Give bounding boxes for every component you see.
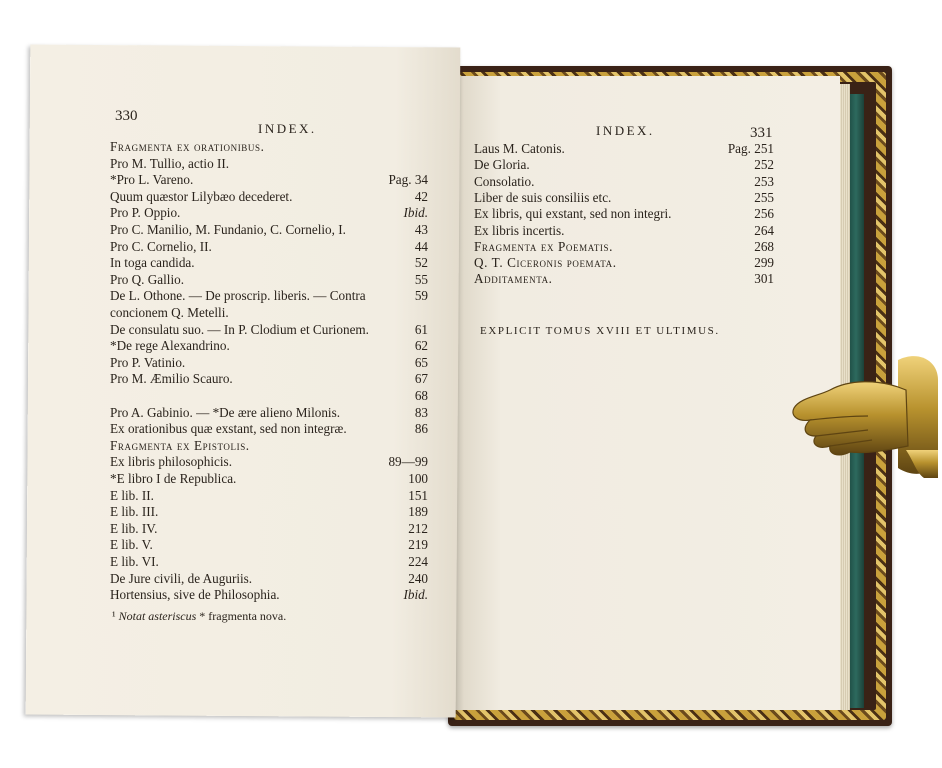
left-entry-title: concionem Q. Metelli. [110, 305, 229, 320]
right-entry-page: 252 [754, 157, 774, 173]
right-entry-page: 299 [754, 255, 774, 271]
left-entry-title: Ex orationibus quæ exstant, sed non integræ. [110, 421, 347, 437]
right-entry-page: 264 [754, 222, 774, 238]
right-entry-title: Liber de suis consiliis etc. [474, 189, 612, 205]
left-entry-page: 52 [414, 255, 428, 271]
right-entry-title: Ex libris incertis. [474, 222, 565, 238]
right-page-number: 331 [750, 125, 773, 141]
right-running-head: INDEX. [596, 123, 655, 138]
left-entry-page: Ibid. [403, 205, 428, 221]
left-entry-title: Hortensius, sive de Philosophia. [110, 587, 280, 603]
right-entry-page: 256 [754, 206, 774, 222]
right-entry-title: Fragmenta ex Poematis. [474, 238, 614, 254]
left-entry-title: E lib. III. [110, 504, 159, 520]
left-entry-title: In toga candida. [110, 255, 195, 271]
left-entry-title: Pro P. Vatinio. [110, 354, 186, 370]
left-entry-title: De consulatu suo. — In P. Clodium et Curionem. [110, 321, 369, 337]
right-entry-title: Ex libris, qui exstant, sed non integri. [474, 206, 672, 222]
right-entry-page: 253 [754, 173, 774, 189]
left-entry-title: Pro M. Æmilio Scauro. [110, 371, 233, 387]
right-entry-title: De Gloria. [474, 157, 530, 173]
left-entry-title: Ex libris philosophicis. [110, 454, 232, 470]
left-entry-page: 83 [414, 404, 428, 420]
right-entry-title: Q. T. Ciceronis poemata. [474, 255, 617, 271]
footnote-italic: Notat asteriscus [118, 609, 197, 623]
left-entry-page: 61 [414, 321, 428, 337]
left-entry-title: Quum quæstor Lilybæo decederet. [110, 188, 293, 204]
left-entry-page: 55 [414, 271, 428, 287]
left-entry-title: Pro Q. Gallio. [110, 271, 184, 287]
right-entry-title: Laus M. Catonis. [474, 141, 565, 156]
explicit-line: EXPLICIT TOMUS XVIII ET ULTIMUS. [480, 325, 720, 337]
right-entry-page: 301 [754, 271, 774, 287]
left-entry-title: Pro C. Cornelio, II. [110, 238, 212, 254]
right-entry-page: 268 [754, 238, 774, 254]
left-entry-page: 89—99 [388, 454, 428, 470]
left-entry-title: E lib. IV. [110, 520, 158, 536]
right-entry-title: Additamenta. [474, 271, 553, 287]
left-entry-page: 219 [408, 537, 428, 553]
left-running-head: INDEX. [258, 121, 317, 136]
left-entry-title: De L. Othone. — De proscrip. liberis. — Contra [110, 288, 366, 304]
left-entry-title: Fragmenta ex orationibus. [110, 139, 265, 154]
left-entry-page: 189 [408, 504, 428, 520]
left-entry-title: *Pro L. Vareno. [110, 172, 194, 188]
left-entry-title: E lib. V. [110, 537, 153, 553]
left-entry-page: 212 [408, 520, 428, 536]
brass-hand-clasp-icon [788, 350, 938, 480]
left-entry-title: E lib. II. [110, 487, 154, 503]
left-entry-title: E lib. VI. [110, 554, 159, 569]
left-entry-title: Pro M. Tullio, actio II. [110, 155, 230, 171]
left-entry-page: 44 [414, 238, 428, 254]
left-entry-title: Pro A. Gabinio. — *De ære alieno Milonis. [110, 404, 341, 420]
left-entry-page: 43 [414, 222, 428, 237]
left-entry-page: 62 [414, 338, 428, 354]
left-entry-page: 240 [408, 570, 428, 586]
right-entry-page: 255 [754, 189, 774, 205]
left-entry-title: Pro C. Manilio, M. Fundanio, C. Cornelio, I. [110, 222, 346, 237]
left-entry-page: 42 [414, 188, 428, 204]
footnote-mark: ¹ [112, 609, 116, 623]
footnote [112, 609, 286, 624]
left-entry-page: 86 [414, 421, 428, 437]
left-entry-page: 67 [414, 371, 428, 387]
left-entry-title: *De rege Alexandrino. [110, 338, 230, 354]
left-entry-page: 65 [414, 354, 428, 370]
left-page-number: 330 [115, 108, 138, 124]
left-entry-title: Fragmenta ex Epistolis. [110, 437, 250, 453]
right-entry-title: Consolatio. [474, 173, 535, 189]
left-entry-title: De Jure civili, de Auguriis. [110, 570, 253, 586]
footnote-rest: * fragmenta nova. [196, 609, 287, 623]
left-entry-page: Ibid. [403, 587, 428, 603]
left-entry-page: 68 [414, 388, 428, 403]
left-entry-page: 100 [408, 471, 428, 486]
right-entry-page: Pag. 251 [727, 141, 774, 156]
left-entry-page: 151 [408, 487, 428, 503]
left-entry-title: Pro P. Oppio. [110, 205, 181, 221]
left-entry-title: *E libro I de Republica. [110, 471, 237, 486]
left-entry-page: 224 [408, 554, 428, 569]
left-entry-page: Pag. 34 [388, 172, 428, 188]
left-entry-page: 59 [414, 288, 428, 304]
